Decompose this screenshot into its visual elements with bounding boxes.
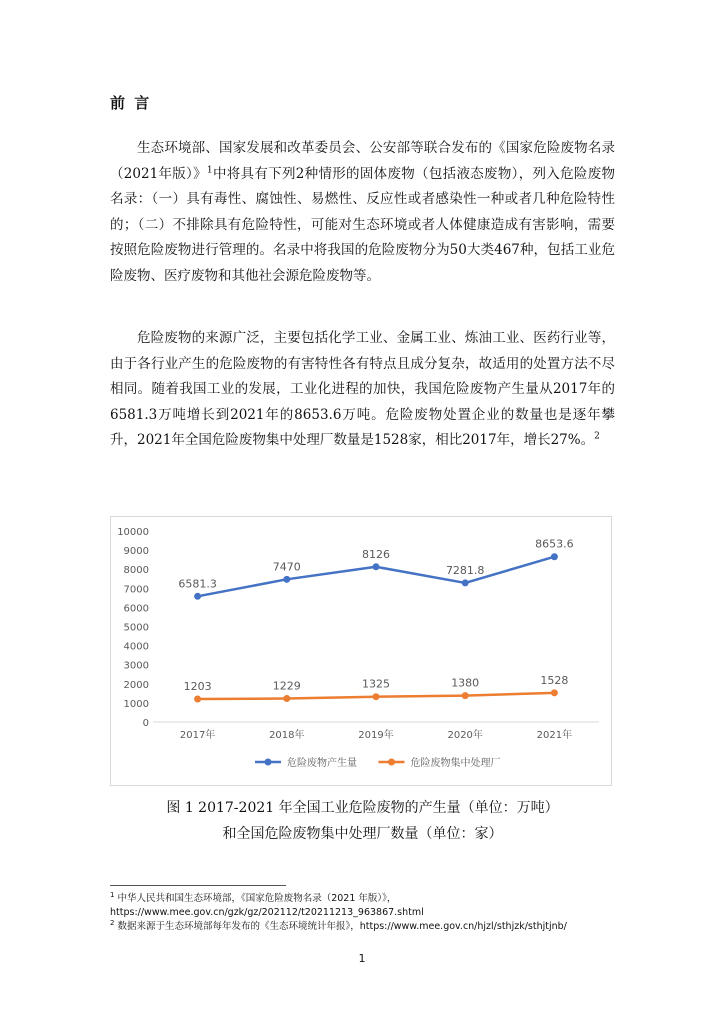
data-label: 1528 <box>540 673 569 687</box>
footnote-1-line-1: 中华人民共和国生态环境部，《国家危险废物名录（2021 年版）》， <box>117 893 397 904</box>
data-label: 8653.6 <box>535 537 574 551</box>
y-tick-label: 1000 <box>123 698 149 710</box>
y-tick-label: 2000 <box>123 679 149 691</box>
data-point <box>194 696 201 703</box>
x-tick-label: 2018年 <box>269 730 305 741</box>
data-point <box>462 692 469 699</box>
data-point <box>462 579 469 586</box>
paragraph-2-text: 危险废物的来源广泛，主要包括化学工业、金属工业、炼油工业、医药行业等，由于各行业产生的危险废物的有害特性各有特点且成分复杂，故适用的处置方法不尽相同。随着我国工业的发展，工业化进程的加快，我国危险废物产生量从2017年的6581.3万吨增长到2021年的8653.6万吨。危险废物处置企业的数量也是逐年攀升，2021年全国危险废物集中处理厂数量是1528家，相比2017年，增长27%。 <box>110 330 615 448</box>
y-tick-label: 10000 <box>117 527 149 538</box>
data-label: 6581.3 <box>178 577 217 591</box>
footnote-1 <box>110 892 630 906</box>
footnote-1-number: 1 <box>110 890 115 899</box>
data-label: 1380 <box>451 676 480 690</box>
figure-caption-line-1: 图 1 2017-2021 年全国工业危险废物的产生量（单位：万吨） <box>166 800 559 816</box>
section-heading: 前 言 <box>110 94 152 112</box>
x-tick-label: 2017年 <box>179 730 216 741</box>
data-point <box>551 553 558 560</box>
paragraph-2 <box>110 326 615 454</box>
data-label: 7281.8 <box>445 563 485 577</box>
footnote-2-number: 2 <box>110 918 115 927</box>
y-tick-label: 9000 <box>123 546 149 558</box>
legend-label-2: 危险废物集中处理厂 <box>410 758 501 769</box>
footnote-divider <box>110 885 286 886</box>
series-line-1 <box>198 557 555 597</box>
legend-marker-1 <box>265 759 272 766</box>
y-tick-label: 0 <box>142 718 149 729</box>
paragraph-1 <box>110 136 615 289</box>
y-tick-label: 5000 <box>123 622 149 634</box>
chart-canvas <box>111 517 611 785</box>
y-tick-label: 3000 <box>123 660 149 672</box>
footnote-2-line-1: 数据来源于生态环境部每年发布的《生态环境统计年报》，https://www.mee.gov.cn/hjzl/sthjzk/sthjtjnb/ <box>117 921 567 932</box>
legend-label-1: 危险废物产生量 <box>287 758 357 769</box>
x-tick-label: 2020年 <box>447 730 483 741</box>
data-label: 1229 <box>272 679 301 693</box>
data-point <box>373 563 380 570</box>
data-label: 8126 <box>362 547 390 561</box>
x-tick-label: 2021年 <box>536 730 573 741</box>
data-point <box>283 695 290 702</box>
paragraph-1-text-b: 中将具有下列2种情形的固体废物（包括液态废物），列入危险废物名录：（一）具有毒性、腐蚀性、易燃性、反应性或者感染性一种或者几种危险特性的；（二）不排除具有危险特性，可能对生态环境或者人体健康造成有害影响，需要按照危险废物进行管理的。名录中将我国的危险废物分为50大类467种，包括工业危险废物、医疗废物和其他社会源危险废物等。 <box>110 165 616 284</box>
paragraph-1-text-a: 生态环境部、国家发展和改革委员会、公安部等联合发布的《国家危险废物名录（2021年版）》 <box>110 140 615 182</box>
y-tick-label: 7000 <box>123 584 149 596</box>
data-point <box>551 689 558 696</box>
y-tick-label: 6000 <box>123 603 149 615</box>
page-number: 1 <box>358 952 366 965</box>
data-point <box>373 693 380 700</box>
data-label: 7470 <box>272 560 301 574</box>
line-chart <box>110 516 612 786</box>
footnotes <box>110 892 630 934</box>
y-tick-label: 4000 <box>123 641 149 653</box>
footnote-1-url[interactable]: https://www.mee.gov.cn/gzk/gz/202112/t20211213_963867.shtml <box>110 907 424 918</box>
figure-caption-line-2: 和全国危险废物集中处理厂数量（单位：家） <box>222 826 503 842</box>
y-tick-label: 8000 <box>123 565 149 577</box>
footnote-ref-2[interactable]: 2 <box>594 431 600 442</box>
legend-marker-2 <box>388 759 395 766</box>
data-point <box>194 593 201 600</box>
footnote-ref-1[interactable]: 1 <box>206 165 213 175</box>
footnote-2 <box>110 920 630 934</box>
data-label: 1325 <box>362 677 390 691</box>
data-label: 1203 <box>183 680 212 694</box>
x-tick-label: 2019年 <box>358 730 394 741</box>
data-point <box>283 576 290 583</box>
